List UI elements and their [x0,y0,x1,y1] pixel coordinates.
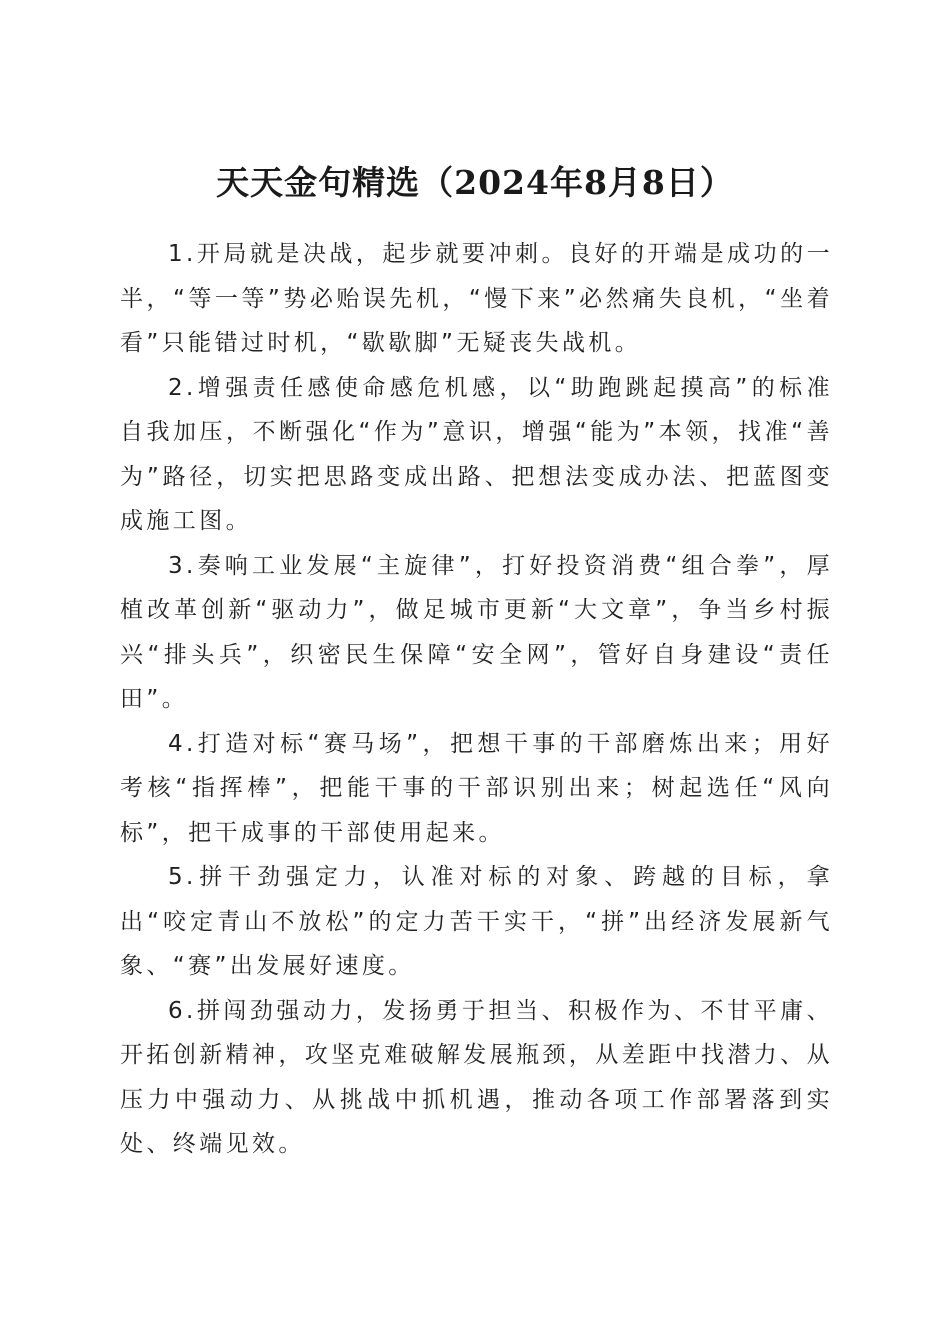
paragraph-5: 5.拼干劲强定力，认准对标的对象、跨越的目标，拿出“咬定青山不放松”的定力苦干实干，“拼”出经济发展新气象、“赛”出发展好速度。 [120,864,833,979]
document-title: 天天金句精选（2024年8月8日） [216,163,734,203]
paragraph-1: 1.开局就是决战，起步就要冲刺。良好的开端是成功的一半，“等一等”势必贻误先机，“慢下来”必然痛失良机，“坐着看”只能错过时机，“歇歇脚”无疑丧失战机。 [120,241,833,356]
paragraph-3: 3.奏响工业发展“主旋律”，打好投资消费“组合拳”，厚植改革创新“驱动力”，做足城市更新“大文章”，争当乡村振兴“排头兵”，织密民生保障“安全网”，管好自身建设“责任田”。 [120,552,833,712]
paragraph-2: 2.增强责任感使命感危机感，以“助跑跳起摸高”的标准自我加压，不断强化“作为”意识，增强“能为”本领，找准“善为”路径，切实把思路变成出路、把想法变成办法、把蓝图变成施工图。 [120,374,833,534]
paragraph-6: 6.拼闯劲强动力，发扬勇于担当、积极作为、不甘平庸、开拓创新精神，攻坚克难破解发展瓶颈，从差距中找潜力、从压力中强动力、从挑战中抓机遇，推动各项工作部署落到实处、终端见效。 [120,997,833,1157]
paragraph-4: 4.打造对标“赛马场”，把想干事的干部磨炼出来；用好考核“指挥棒”，把能干事的干部识别出来；树起选任“风向标”，把干成事的干部使用起来。 [120,730,833,846]
document-body [120,232,833,1167]
